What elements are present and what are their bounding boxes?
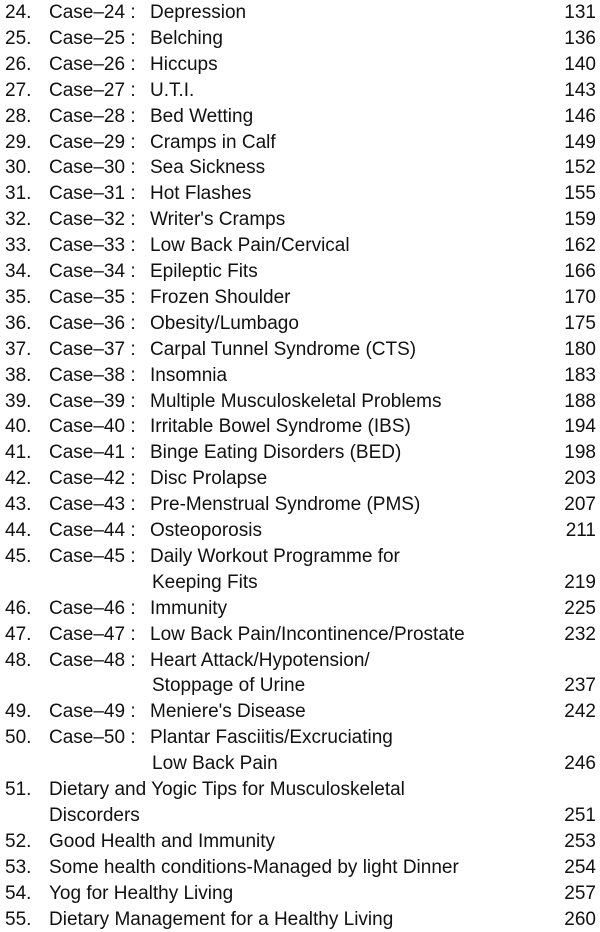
entry-title: Irritable Bowel Syndrome (IBS) — [150, 414, 411, 440]
entry-case-label: Case–46 : — [49, 596, 136, 622]
entry-number: 39. — [5, 389, 49, 415]
entry-title: Some health conditions-Managed by light Dinner — [49, 855, 459, 881]
entry-number: 26. — [5, 52, 49, 78]
entry-case-label: Case–39 : — [49, 389, 136, 415]
entry-page-number: 207 — [564, 492, 596, 518]
entry-title: Binge Eating Disorders (BED) — [150, 440, 401, 466]
toc-entry — [0, 518, 600, 544]
entry-number: 29. — [5, 130, 49, 156]
entry-number: 34. — [5, 259, 49, 285]
entry-case-label: Case–49 : — [49, 699, 136, 725]
entry-number: 31. — [5, 181, 49, 207]
entry-title: U.T.I. — [150, 78, 194, 104]
toc-entry — [0, 155, 600, 181]
entry-page-number: 143 — [564, 78, 596, 104]
entry-title: Sea Sickness — [150, 155, 265, 181]
entry-title: Yog for Healthy Living — [49, 881, 233, 907]
toc-entry — [0, 207, 600, 233]
entry-page-number: 136 — [564, 26, 596, 52]
entry-page-number: 149 — [564, 130, 596, 156]
entry-case-label: Case–37 : — [49, 337, 136, 363]
entry-page-number: 166 — [564, 259, 596, 285]
toc-entry — [0, 544, 600, 596]
entry-number: 44. — [5, 518, 49, 544]
entry-number: 42. — [5, 466, 49, 492]
entry-title: Belching — [150, 26, 223, 52]
toc-entry — [0, 596, 600, 622]
entry-page-number: 183 — [564, 363, 596, 389]
entry-title: Dietary Management for a Healthy Living — [49, 907, 393, 932]
entry-number: 36. — [5, 311, 49, 337]
entry-case-label: Case–36 : — [49, 311, 136, 337]
toc-entry — [0, 648, 600, 700]
entry-case-label: Case–24 : — [49, 0, 136, 26]
entry-case-label: Case–34 : — [49, 259, 136, 285]
entry-page-number: 159 — [564, 207, 596, 233]
toc-entry — [0, 181, 600, 207]
entry-page-number: 237 — [564, 673, 596, 699]
entry-number: 47. — [5, 622, 49, 648]
entry-title: Osteoporosis — [150, 518, 262, 544]
entry-case-label: Case–45 : — [49, 544, 136, 570]
entry-case-label: Case–25 : — [49, 26, 136, 52]
entry-number: 24. — [5, 0, 49, 26]
entry-page-number: 162 — [564, 233, 596, 259]
entry-page-number: 175 — [564, 311, 596, 337]
entry-page-number: 170 — [564, 285, 596, 311]
entry-title: Disc Prolapse — [150, 466, 267, 492]
toc-entry — [0, 855, 600, 881]
entry-title: Hiccups — [150, 52, 218, 78]
entry-title: Writer's Cramps — [150, 207, 285, 233]
entry-case-label: Case–38 : — [49, 363, 136, 389]
toc-entry — [0, 130, 600, 156]
entry-title: Hot Flashes — [150, 181, 251, 207]
entry-case-label: Case–26 : — [49, 52, 136, 78]
entry-page-number: 232 — [564, 622, 596, 648]
entry-title-continued: Low Back Pain — [152, 751, 278, 777]
entry-page-number: 146 — [564, 104, 596, 130]
entry-title: Bed Wetting — [150, 104, 253, 130]
entry-number: 46. — [5, 596, 49, 622]
toc-entry — [0, 777, 600, 829]
entry-number: 53. — [5, 855, 49, 881]
entry-title: Cramps in Calf — [150, 130, 276, 156]
entry-case-label: Case–41 : — [49, 440, 136, 466]
toc-entry — [0, 699, 600, 725]
entry-page-number: 225 — [564, 596, 596, 622]
entry-title: Carpal Tunnel Syndrome (CTS) — [150, 337, 416, 363]
entry-page-number: 253 — [564, 829, 596, 855]
entry-case-label: Case–28 : — [49, 104, 136, 130]
toc-entry — [0, 440, 600, 466]
toc-entry — [0, 311, 600, 337]
entry-number: 27. — [5, 78, 49, 104]
toc-entry — [0, 337, 600, 363]
toc-entry — [0, 259, 600, 285]
entry-page-number: 155 — [564, 181, 596, 207]
entry-title: Pre-Menstrual Syndrome (PMS) — [150, 492, 420, 518]
entry-number: 51. — [5, 777, 49, 803]
entry-number: 33. — [5, 233, 49, 259]
entry-title: Low Back Pain/Incontinence/Prostate — [150, 622, 465, 648]
entry-title-continued: Discorders — [49, 803, 140, 829]
toc-entry — [0, 363, 600, 389]
entry-number: 45. — [5, 544, 49, 570]
toc-entry — [0, 622, 600, 648]
entry-case-label: Case–48 : — [49, 648, 136, 674]
toc-entry — [0, 104, 600, 130]
entry-page-number: 194 — [564, 414, 596, 440]
toc-entry — [0, 907, 600, 932]
entry-case-label: Case–40 : — [49, 414, 136, 440]
entry-number: 43. — [5, 492, 49, 518]
entry-case-label: Case–31 : — [49, 181, 136, 207]
entry-number: 28. — [5, 104, 49, 130]
entry-number: 52. — [5, 829, 49, 855]
toc-entry — [0, 52, 600, 78]
entry-case-label: Case–27 : — [49, 78, 136, 104]
entry-number: 55. — [5, 907, 49, 932]
entry-number: 41. — [5, 440, 49, 466]
entry-page-number: 254 — [564, 855, 596, 881]
toc-entry — [0, 492, 600, 518]
entry-number: 25. — [5, 26, 49, 52]
entry-page-number: 219 — [564, 570, 596, 596]
toc-entry — [0, 285, 600, 311]
toc-entry — [0, 414, 600, 440]
entry-page-number: 203 — [564, 466, 596, 492]
entry-page-number: 251 — [564, 803, 596, 829]
entry-number: 50. — [5, 725, 49, 751]
entry-case-label: Case–33 : — [49, 233, 136, 259]
entry-title: Insomnia — [150, 363, 227, 389]
entry-page-number: 152 — [564, 155, 596, 181]
toc-entry — [0, 78, 600, 104]
entry-page-number: 257 — [564, 881, 596, 907]
entry-case-label: Case–32 : — [49, 207, 136, 233]
toc-entry — [0, 466, 600, 492]
entry-number: 40. — [5, 414, 49, 440]
entry-title: Daily Workout Programme for — [150, 544, 400, 570]
entry-title: Plantar Fasciitis/Excruciating — [150, 725, 393, 751]
entry-page-number: 131 — [564, 0, 596, 26]
entry-number: 37. — [5, 337, 49, 363]
entry-title-continued: Stoppage of Urine — [152, 673, 305, 699]
toc-entry — [0, 389, 600, 415]
entry-page-number: 180 — [564, 337, 596, 363]
toc-entry — [0, 829, 600, 855]
entry-number: 30. — [5, 155, 49, 181]
entry-case-label: Case–30 : — [49, 155, 136, 181]
entry-number: 35. — [5, 285, 49, 311]
entry-case-label: Case–43 : — [49, 492, 136, 518]
entry-page-number: 211 — [566, 518, 596, 544]
entry-title: Immunity — [150, 596, 227, 622]
toc-entry — [0, 233, 600, 259]
toc-entry — [0, 725, 600, 777]
entry-title: Dietary and Yogic Tips for Musculoskeletal — [49, 777, 405, 803]
entry-page-number: 198 — [564, 440, 596, 466]
entry-number: 54. — [5, 881, 49, 907]
entry-case-label: Case–50 : — [49, 725, 136, 751]
entry-case-label: Case–29 : — [49, 130, 136, 156]
entry-title: Multiple Musculoskeletal Problems — [150, 389, 441, 415]
entry-page-number: 140 — [564, 52, 596, 78]
entry-title-continued: Keeping Fits — [152, 570, 258, 596]
entry-title: Epileptic Fits — [150, 259, 258, 285]
entry-case-label: Case–35 : — [49, 285, 136, 311]
entry-title: Obesity/Lumbago — [150, 311, 299, 337]
entry-title: Heart Attack/Hypotension/ — [150, 648, 370, 674]
entry-number: 49. — [5, 699, 49, 725]
entry-title: Good Health and Immunity — [49, 829, 275, 855]
entry-number: 32. — [5, 207, 49, 233]
entry-page-number: 260 — [564, 907, 596, 932]
entry-page-number: 188 — [564, 389, 596, 415]
entry-title: Low Back Pain/Cervical — [150, 233, 350, 259]
entry-title: Depression — [150, 0, 246, 26]
entry-title: Meniere's Disease — [150, 699, 306, 725]
toc-entry — [0, 0, 600, 26]
toc-entry — [0, 26, 600, 52]
entry-case-label: Case–44 : — [49, 518, 136, 544]
entry-case-label: Case–47 : — [49, 622, 136, 648]
entry-page-number: 246 — [564, 751, 596, 777]
toc-entry — [0, 881, 600, 907]
entry-number: 48. — [5, 648, 49, 674]
entry-number: 38. — [5, 363, 49, 389]
entry-page-number: 242 — [564, 699, 596, 725]
entry-title: Frozen Shoulder — [150, 285, 290, 311]
entry-case-label: Case–42 : — [49, 466, 136, 492]
